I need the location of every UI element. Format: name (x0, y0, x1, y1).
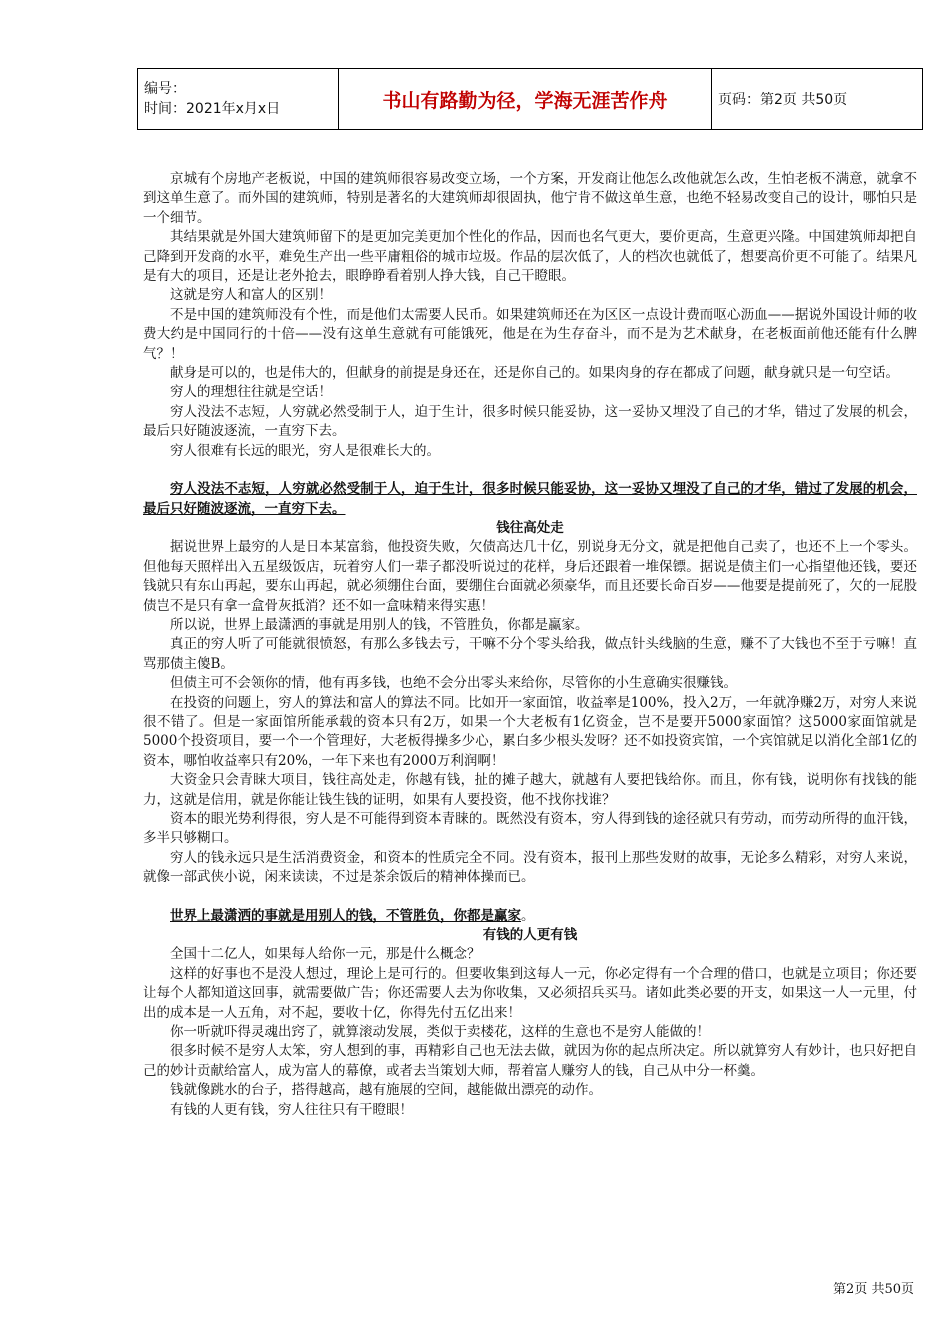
paragraph: 资本的眼光势利得很，穷人是不可能得到资本青睐的。既然没有资本，穷人得到钱的途径就只有劳动，而劳动所得的血汗钱，多半只够糊口。 (143, 811, 917, 847)
document-number-label: 编号： (144, 81, 186, 97)
article-body (143, 170, 917, 1120)
paragraph: 据说世界上最穷的人是日本某富翁，他投资失败，欠债高达几十亿，别说身无分文，就是把他自己卖了，也还不上一个零头。但他每天照样出入五星级饭店，玩着穷人们一辈子都没听说过的花样，身后还跟着一堆保镖。据说是债主们一心指望他还钱，要还钱就只有东山再起，要东山再起，就必须绷住台面，要绷住台面就必须豪华，而且还要长命百岁——他要是提前死了，欠的一屁股债岂不是只有拿一盒骨灰抵消？还不如一盒味精来得实惠！ (143, 539, 917, 614)
paragraph: 献身是可以的，也是伟大的，但献身的前提是身还在，还是你自己的。如果肉身的存在都成了问题，献身就只是一句空话。 (170, 365, 899, 382)
emphasis-quote: 世界上最潇洒的事就是用别人的钱，不管胜负，你都是赢家 (170, 907, 521, 924)
page-footer: 第2页 共50页 (833, 1282, 914, 1297)
document-date: 时间：2021年x月x日 (144, 101, 281, 117)
header-motto: 书山有路勤为径，学海无涯苦作舟 (339, 69, 712, 130)
paragraph: 其结果就是外国大建筑师留下的是更加完美更加个性化的作品，因而也名气更大，要价更高，生意更兴隆。中国建筑师却把自己降到开发商的水平，难免生产出一些平庸粗俗的城市垃圾。作品的层次低了，人的档次也就低了，想要高价更不可能了。结果凡是有大的项目，还是让老外抢去，眼睁睁看着别人挣大钱，自己干瞪眼。 (143, 229, 917, 285)
header-meta-cell (138, 69, 339, 130)
paragraph: 有钱的人更有钱，穷人往往只有干瞪眼！ (170, 1101, 413, 1118)
paragraph: 穷人的钱永远只是生活消费资金，和资本的性质完全不同。没有资本，报刊上那些发财的故事，无论多么精彩，对穷人来说，就像一部武侠小说，闲来读读，不过是茶余饭后的精神体操而已。 (143, 849, 917, 886)
paragraph: 不是中国的建筑师没有个性，而是他们太需要人民币。如果建筑师还在为区区一点设计费而呕心沥血——据说外国设计师的收费大约是中国同行的十倍——没有这单生意就有可能饿死，他是在为生存奋斗，而不是为艺术献身，在老板面前他还能有什么脾气？！ (143, 306, 917, 362)
paragraph: 真正的穷人听了可能就很愤怒，有那么多钱去亏，干嘛不分个零头给我，做点针头线脑的生意，赚不了大钱也不至于亏嘛！直骂那债主傻B。 (143, 636, 917, 672)
paragraph: 这样的好事也不是没人想过，理论上是可行的。但要收集到这每人一元，你必定得有一个合理的借口，也就是立项目；你还要让每个人都知道这回事，就需要做广告；你还需要人去为你收集，又必须招兵买马。诸如此类必要的开支，如果这一人一元里，付出的成本是一人五角，对不起，要收十亿，你得先付五亿出来！ (143, 965, 917, 1021)
section-title: 钱往高处走 (496, 519, 564, 536)
emphasis-quote: 穷人没法不志短，人穷就必然受制于人，迫于生计，很多时候只能妥协，这一妥协又埋没了自己的才华，错过了发展的机会，最后只好随波逐流，一直穷下去。 (143, 481, 917, 517)
paragraph: 穷人没法不志短，人穷就必然受制于人，迫于生计，很多时候只能妥协，这一妥协又埋没了自己的才华，错过了发展的机会，最后只好随波逐流，一直穷下去。 (143, 403, 917, 440)
spacer (143, 888, 917, 907)
paragraph: 大资金只会青睐大项目，钱往高处走，你越有钱，扯的摊子越大，就越有人要把钱给你。而且，你有钱，说明你有找钱的能力，这就是信用，就是你能让钱生钱的证明，如果有人要投资，他不找你找谁？ (143, 772, 917, 808)
paragraph: 钱就像跳水的台子，搭得越高，越有施展的空间，越能做出漂亮的动作。 (170, 1082, 602, 1099)
paragraph: 这就是穷人和富人的区别！ (170, 287, 332, 304)
emphasis-punctuation: 。 (521, 907, 535, 924)
paragraph: 所以说，世界上最潇洒的事就是用别人的钱，不管胜负，你都是赢家。 (170, 616, 589, 633)
paragraph: 全国十二亿人，如果每人给你一元，那是什么概念？ (170, 946, 481, 963)
header-page-number: 页码：第2页 共50页 (712, 69, 923, 130)
paragraph: 在投资的问题上，穷人的算法和富人的算法不同。比如开一家面馆，收益率是100%，投入2万，一年就净赚2万，对穷人来说很不错了。但是一家面馆所能承载的资本只有2万，如果一个大老板有1亿资金，岂不是要开5000家面馆？这5000家面馆就是5000个投资项目，要一个一个管理好，大老板得操多少心，累白多少根头发呀？还不如投资宾馆，一个宾馆就足以消化全部1亿的资本，哪怕收益率只有20%，一年下来也有2000万利润啊！ (143, 694, 917, 769)
paragraph: 京城有个房地产老板说，中国的建筑师很容易改变立场，一个方案，开发商让他怎么改他就怎么改，生怕老板不满意，就拿不到这单生意了。而外国的建筑师，特别是著名的大建筑师却很固执，他宁肯不做这单生意，也绝不轻易改变自己的设计，哪怕只是一个细节。 (143, 171, 917, 226)
emphasis-quote-line (143, 907, 917, 926)
paragraph: 穷人的理想往往就是空话！ (170, 384, 332, 401)
paragraph: 穷人很难有长远的眼光，穷人是很难长大的。 (170, 442, 440, 459)
spacer (143, 461, 917, 480)
paragraph: 你一听就吓得灵魂出窍了，就算滚动发展，类似于卖楼花，这样的生意也不是穷人能做的！ (170, 1024, 710, 1041)
paragraph: 很多时候不是穷人太笨，穷人想到的事，再精彩自己也无法去做，就因为你的起点所决定。所以就算穷人有妙计，也只好把自己的妙计贡献给富人，成为富人的幕僚，或者去当策划大师，帮着富人赚穷人的钱，自己从中分一杯羹。 (143, 1043, 917, 1079)
section-title: 有钱的人更有钱 (482, 927, 578, 944)
paragraph: 但债主可不会领你的情，他有再多钱，也绝不会分出零头来给你，尽管你的小生意确实很赚钱。 (170, 675, 737, 692)
page-header (137, 68, 923, 130)
